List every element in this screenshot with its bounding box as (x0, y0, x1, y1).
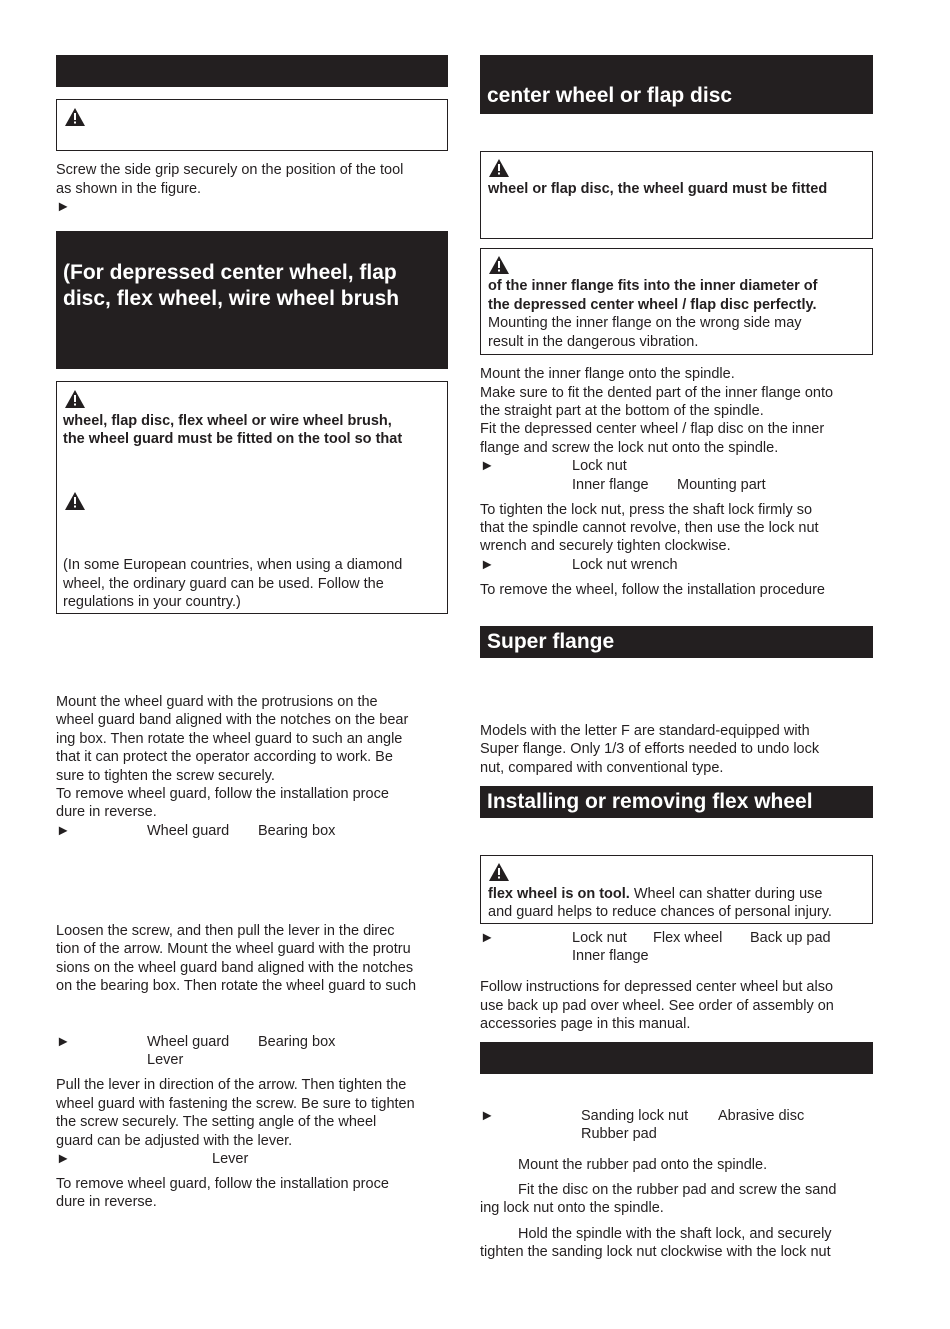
flex-text-3: accessories page in this manual. (480, 1016, 691, 1032)
screw-fig-bearing-box: Bearing box (258, 823, 336, 839)
screw-text-3: ing box. Then rotate the wheel guard to such an angle (56, 731, 403, 747)
abr-fig-abrasive-disc: Abrasive disc (718, 1108, 805, 1124)
screw-text-6: To remove wheel guard, follow the installation proce (56, 786, 389, 802)
mount-fig-arrow: ► (480, 458, 495, 474)
warning2-bold-2: the depressed center wheel / flap disc perfectly. (488, 297, 817, 313)
screw-fig-wheel-guard: Wheel guard (147, 823, 230, 839)
lever-text2-1: Pull the lever in direction of the arrow. Then tighten the (56, 1077, 407, 1093)
section-bar-flex-wheel (480, 786, 873, 818)
mount-text-1: Mount the inner flange onto the spindle. (480, 366, 735, 382)
tighten-fig-arrow: ► (480, 557, 495, 573)
abr-step-2-line-1: Fit the disc on the rubber pad and screw the sand (518, 1182, 837, 1198)
mount-fig-inner-flange: Inner flange (572, 477, 649, 493)
warning-icon (489, 256, 509, 274)
flex-fig-back-up-pad: Back up pad (750, 930, 831, 946)
guard-warning-1: wheel, flap disc, flex wheel or wire wheel brush, (63, 413, 392, 429)
section-bar-wheel-guard (56, 231, 448, 369)
mount-text-3: the straight part at the bottom of the spindle. (480, 403, 764, 419)
flex-heading: Installing or removing flex wheel (487, 790, 813, 813)
lever-text-1: Loosen the screw, and then pull the lever in the direc (56, 923, 395, 939)
lever-text3-1: To remove wheel guard, follow the installation proce (56, 1176, 389, 1192)
warning-icon (489, 863, 509, 881)
section-bar-super-flange (480, 626, 873, 658)
abr-step-2-line-2: ing lock nut onto the spindle. (480, 1200, 664, 1216)
lever-text-2: tion of the arrow. Mount the wheel guard with the protru (56, 941, 411, 957)
warning-box-flex (480, 855, 873, 924)
guard-heading-2: disc, flex wheel, wire wheel brush (63, 287, 400, 310)
lever-text-3: sions on the wheel guard band aligned with the notches (56, 960, 414, 976)
warning1-text: wheel or flap disc, the wheel guard must be fitted (488, 181, 828, 197)
wheel-heading: center wheel or flap disc (487, 84, 733, 107)
super-text-2: Super flange. Only 1/3 of efforts needed to undo lock (480, 741, 820, 757)
guard-note-1: (In some European countries, when using a diamond (63, 557, 403, 573)
grip-fig-arrow: ► (56, 199, 71, 215)
tighten-fig-wrench: Lock nut wrench (572, 557, 678, 573)
lever-text2-3: the screw securely. The setting angle of the wheel (56, 1114, 377, 1130)
flex-fig-inner-flange: Inner flange (572, 948, 649, 964)
warning-box-1 (480, 151, 873, 239)
guard-note-3: regulations in your country.) (63, 594, 241, 610)
screw-text-2: wheel guard band aligned with the notches on the bear (56, 712, 409, 728)
flex-fig-lock-nut: Lock nut (572, 930, 627, 946)
flex-text-2: use back up pad over wheel. See order of assembly on (480, 998, 834, 1014)
abr-step-3-line-1: Hold the spindle with the shaft lock, and securely (518, 1226, 832, 1242)
lever-fig2-lever: Lever (212, 1151, 249, 1167)
mount-text-4: Fit the depressed center wheel / flap disc on the inner (480, 421, 825, 437)
flex-fig-flex-wheel: Flex wheel (653, 930, 723, 946)
tighten-text-2: that the spindle cannot revolve, then use the lock nut (480, 520, 819, 536)
guard-warning-2: the wheel guard must be fitted on the tool so that (63, 431, 403, 447)
flex-fig-arrow: ► (480, 930, 495, 946)
flex-text-1: Follow instructions for depressed center wheel but also (480, 979, 834, 995)
grip-text-2: as shown in the figure. (56, 181, 202, 197)
lever-text2-4: guard can be adjusted with the lever. (56, 1133, 293, 1149)
super-text-3: nut, compared with conventional type. (480, 760, 724, 776)
abr-step-1: Mount the rubber pad onto the spindle. (518, 1157, 768, 1173)
flex-warning-bold: flex wheel is on tool. (488, 886, 630, 902)
guard-heading-1: (For depressed center wheel, flap (63, 261, 397, 284)
flex-warning-text: Wheel can shatter during use (629, 886, 823, 902)
lever-text-4: on the bearing box. Then rotate the wheel guard to such (56, 978, 417, 994)
super-text-1: Models with the letter F are standard-equipped with (480, 723, 810, 739)
grip-text-1: Screw the side grip securely on the position of the tool (56, 162, 404, 178)
section-bar-side-grip (56, 55, 448, 87)
warning2-bold-1: of the inner flange fits into the inner diameter of (488, 278, 818, 294)
section-bar-depressed-wheel (480, 55, 873, 114)
tighten-text-3: wrench and securely tighten clockwise. (480, 538, 731, 554)
screw-text-4: that it can protect the operator according to work. Be (56, 749, 393, 765)
screw-fig-arrow: ► (56, 823, 71, 839)
super-heading: Super flange (487, 630, 615, 653)
lever-text3-2: dure in reverse. (56, 1194, 157, 1210)
screw-text-7: dure in reverse. (56, 804, 157, 820)
flex-warning-line-1 (488, 885, 822, 903)
warning-box-2 (480, 248, 873, 355)
abr-fig-sanding-lock-nut: Sanding lock nut (581, 1108, 689, 1124)
warning-icon (489, 159, 509, 177)
mount-fig-mounting-part: Mounting part (677, 477, 766, 493)
warning-icon (65, 108, 85, 126)
lever-fig-lever: Lever (147, 1052, 184, 1068)
screw-text-5: sure to tighten the screw securely. (56, 768, 275, 784)
abr-step-3-line-2: tighten the sanding lock nut clockwise with the lock nut (480, 1244, 831, 1260)
mount-fig-lock-nut: Lock nut (572, 458, 627, 474)
lever-fig-bearing-box: Bearing box (258, 1034, 336, 1050)
lever-text2-2: wheel guard with fastening the screw. Be sure to tighten (56, 1096, 415, 1112)
lever-fig2-arrow: ► (56, 1151, 71, 1167)
abr-fig-rubber-pad: Rubber pad (581, 1126, 657, 1142)
warning-icon (65, 492, 85, 510)
tighten-text-1: To tighten the lock nut, press the shaft lock firmly so (480, 502, 813, 518)
lever-fig-wheel-guard: Wheel guard (147, 1034, 230, 1050)
mount-text-2: Make sure to fit the dented part of the inner flange onto (480, 385, 834, 401)
warning2-text-2: result in the dangerous vibration. (488, 334, 699, 350)
warning-box-side-grip (56, 99, 448, 151)
flex-warning-line-2: and guard helps to reduce chances of personal injury. (488, 904, 832, 920)
abr-fig-arrow: ► (480, 1108, 495, 1124)
lever-fig-arrow: ► (56, 1034, 71, 1050)
warning-icon (65, 390, 85, 408)
warning2-text-1: Mounting the inner flange on the wrong side may (488, 315, 802, 331)
warning-box-wheel-guard (56, 381, 448, 614)
mount-text-5: flange and screw the lock nut onto the spindle. (480, 440, 779, 456)
remove-text: To remove the wheel, follow the installation procedure (480, 582, 825, 598)
screw-text-1: Mount the wheel guard with the protrusions on the (56, 694, 378, 710)
section-bar-abrasive-disc (480, 1042, 873, 1074)
guard-note-2: wheel, the ordinary guard can be used. Follow the (63, 576, 384, 592)
